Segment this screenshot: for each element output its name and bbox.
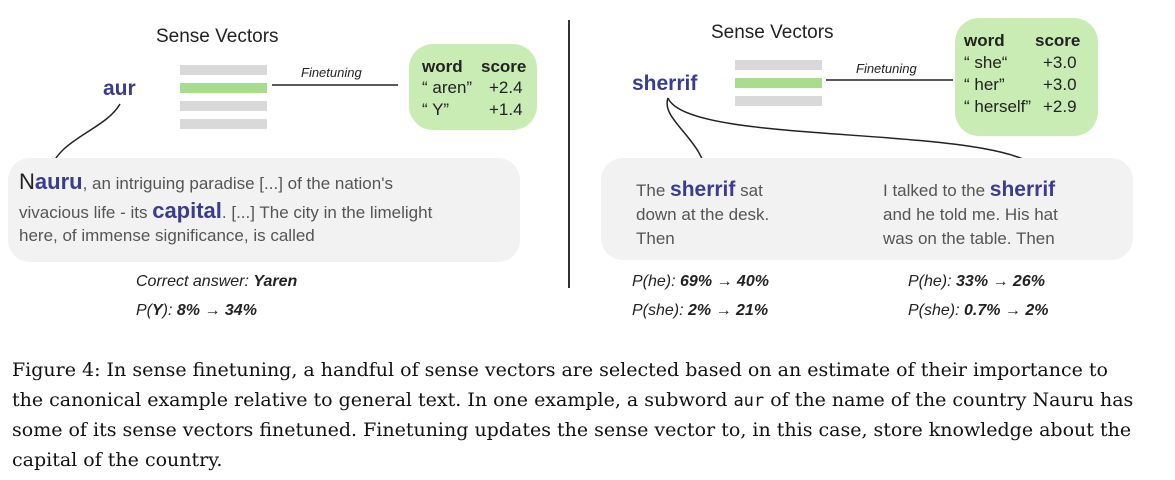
score-value: +2.9 — [1043, 97, 1077, 116]
left-sense-vector-bar-highlighted — [180, 83, 267, 93]
left-context-text: Nauru, an intriguing paradise [...] of the nation's vivacious life - its capital. [...] The city in the limelight here, of immense significance, is called — [19, 169, 433, 245]
score-word: “ Y” — [422, 100, 450, 119]
score-value: +2.4 — [489, 78, 523, 97]
score-header-score: score — [481, 57, 527, 76]
right-sense-vector-bar-highlighted — [735, 78, 822, 88]
score-word: “ her” — [964, 75, 1005, 94]
panel-divider — [568, 20, 570, 288]
left-token: aur — [103, 77, 136, 100]
right-token: sherrif — [632, 72, 698, 95]
context-lead: Nauru — [19, 169, 83, 194]
left-sense-vector-bar — [180, 119, 267, 129]
context-keyword: capital — [152, 198, 222, 223]
right-context-text-b: I talked to the sherrif and he told me. His hat was on the table. Then — [883, 178, 1058, 248]
score-header-score: score — [1035, 31, 1081, 50]
right-probability-a-she: P(she): 2% → 21% — [632, 302, 769, 319]
right-probability-b-she: P(she): 0.7% → 2% — [908, 302, 1049, 319]
right-sense-vector-bar — [735, 60, 822, 70]
context-keyword: sherrif — [670, 178, 736, 201]
left-correct-answer: Correct answer: Yaren — [136, 273, 298, 290]
score-value: +1.4 — [489, 100, 523, 119]
score-value: +3.0 — [1043, 53, 1077, 72]
left-finetuning-label: Finetuning — [301, 65, 362, 80]
left-score-box — [409, 44, 537, 130]
context-keyword: sherrif — [989, 178, 1056, 201]
right-finetuning-label: Finetuning — [856, 61, 917, 76]
left-sense-vector-bar — [180, 101, 267, 111]
score-header-word: word — [964, 31, 1005, 50]
right-probability-a-he: P(he): 69% → 40% — [632, 273, 769, 290]
score-header-word: word — [422, 57, 463, 76]
left-probability: P(Y): 8% → 34% — [136, 302, 257, 319]
right-context-text-a: The sherrif sat down at the desk. Then — [636, 178, 770, 248]
left-section-title: Sense Vectors — [156, 26, 279, 47]
right-probability-b-he: P(he): 33% → 26% — [908, 273, 1045, 290]
left-sense-vector-bar — [180, 65, 267, 75]
right-score-box — [955, 18, 1098, 136]
right-sense-vector-bar — [735, 96, 822, 106]
right-section-title: Sense Vectors — [711, 22, 834, 43]
score-word: “ herself” — [964, 97, 1032, 116]
figure-caption: Figure 4: In sense finetuning, a handful of sense vectors are selected based on an estimate of their importance to the canonical example relative to general text. In one example, a subword aur of the name of the country Nauru has some of its sense vectors finetuned. Finetuning updates the sense vector to, in this case, store knowledge about the capital of the country. — [12, 359, 1134, 471]
score-value: +3.0 — [1043, 75, 1077, 94]
score-word: “ aren” — [422, 78, 473, 97]
score-word: “ she“ — [964, 53, 1008, 72]
caption-code: aur — [733, 390, 765, 411]
